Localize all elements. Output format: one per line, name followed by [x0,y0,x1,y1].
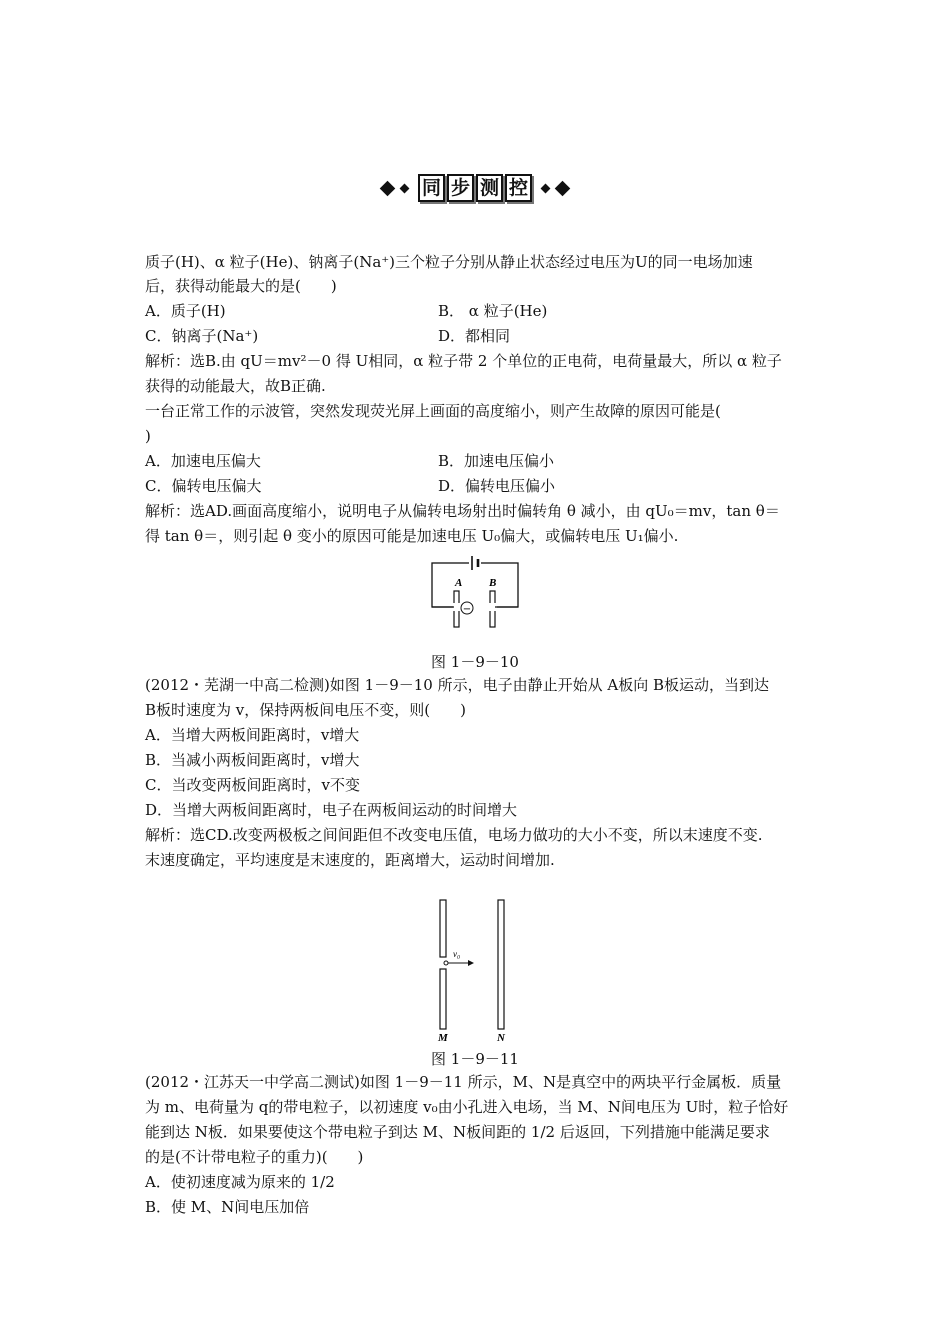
q3-analysis-line2: 末速度确定，平均速度是末速度的，距离增大，运动时间增加. [145,851,555,869]
q2-stem-line2: ) [145,427,151,445]
header-char: 测 [476,174,503,202]
header-char: 控 [505,174,532,202]
q4-stem-line2: 为 m、电荷量为 q的带电粒子，以初速度 v₀由小孔进入电场，当 M、N间电压为 U时，粒子恰好 [145,1098,789,1116]
q4-stem-line1: (2012・江苏天一中学高二测试)如图 1－9－11 所示，M、N是真空中的两块平行金属板．质量 [145,1073,782,1091]
label-b: B [489,577,497,589]
q3-stem-line2: B板时速度为 v，保持两板间电压不变，则( ) [145,701,466,719]
q1-option-d: D．都相同 [438,327,511,345]
electron-sign: − [462,604,472,615]
figure-capacitor-circuit [425,553,525,633]
diamond-icon [555,180,571,196]
plate-n [498,900,504,1029]
label-m: M [438,1032,448,1044]
diamond-icon [399,183,409,193]
q3-stem-line1: (2012・芜湖一中高二检测)如图 1－9－10 所示，电子由静止开始从 A板向 B板运动，当到达 [145,676,769,694]
q2-option-d: D．偏转电压偏小 [438,477,556,495]
label-n: N [497,1032,505,1044]
plate-m-upper [440,900,446,957]
particle-icon [444,961,448,965]
figure-parallel-plates [430,896,520,1044]
q1-analysis-line1: 解析：选B.由 qU＝mv²－0 得 U相同，α 粒子带 2 个单位的正电荷，电荷量最大，所以 α 粒子 [145,352,782,370]
q3-analysis-line1: 解析：选CD.改变两极板之间间距但不改变电压值，电场力做功的大小不变，所以末速度不变. [145,826,763,844]
label-a: A [455,577,463,589]
diamond-icon [380,180,396,196]
header-char: 同 [418,174,445,202]
q1-stem-line1: 质子(H)、α 粒子(He)、钠离子(Na⁺)三个粒子分别从静止状态经过电压为U的同一电场加速 [145,253,753,271]
plate-m-lower [440,969,446,1029]
q3-option-b: B．当减小两板间距离时，v增大 [145,751,360,769]
figure-caption-1: 图 1－9－10 [431,653,519,671]
q1-option-b: B． α 粒子(He) [438,302,548,320]
q2-option-a: A．加速电压偏大 [145,452,261,470]
q3-option-a: A．当增大两板间距离时，v增大 [145,726,360,744]
q3-option-d: D．当增大两板间距离时，电子在两板间运动的时间增大 [145,801,518,819]
q1-stem-line2: 后，获得动能最大的是( ) [145,277,337,295]
label-v0: v₀ [453,949,461,959]
velocity-arrow-icon [468,960,474,966]
q1-option-a: A．质子(H) [145,302,226,320]
q4-option-b: B．使 M、N间电压加倍 [145,1198,310,1216]
q2-stem-line1: 一台正常工作的示波管，突然发现荧光屏上画面的高度缩小，则产生故障的原因可能是( [145,402,721,420]
q4-stem-line4: 的是(不计带电粒子的重力)( ) [145,1148,364,1166]
q2-analysis-line2: 得 tan θ＝，则引起 θ 变小的原因可能是加速电压 U₀偏大，或偏转电压 U₁偏小. [145,527,679,545]
q2-option-b: B．加速电压偏小 [438,452,555,470]
section-header [0,174,950,204]
q2-analysis-line1: 解析：选AD.画面高度缩小，说明电子从偏转电场射出时偏转角 θ 减小，由 qU₀＝mv，tan θ＝ [145,502,780,520]
figure-caption-2: 图 1－9－11 [431,1050,519,1068]
q4-stem-line3: 能到达 N板．如果要使这个带电粒子到达 M、N板间距的 1/2 后返回，下列措施中能满足要求 [145,1123,770,1141]
circuit-wire [432,563,518,607]
q1-analysis-line2: 获得的动能最大，故B正确. [145,377,326,395]
q1-option-c: C．钠离子(Na⁺) [145,327,259,345]
diamond-icon [541,183,551,193]
q3-option-c: C．当改变两板间距离时，v不变 [145,776,360,794]
header-char: 步 [447,174,474,202]
q2-option-c: C．偏转电压偏大 [145,477,262,495]
q4-option-a: A．使初速度减为原来的 1/2 [145,1173,335,1191]
